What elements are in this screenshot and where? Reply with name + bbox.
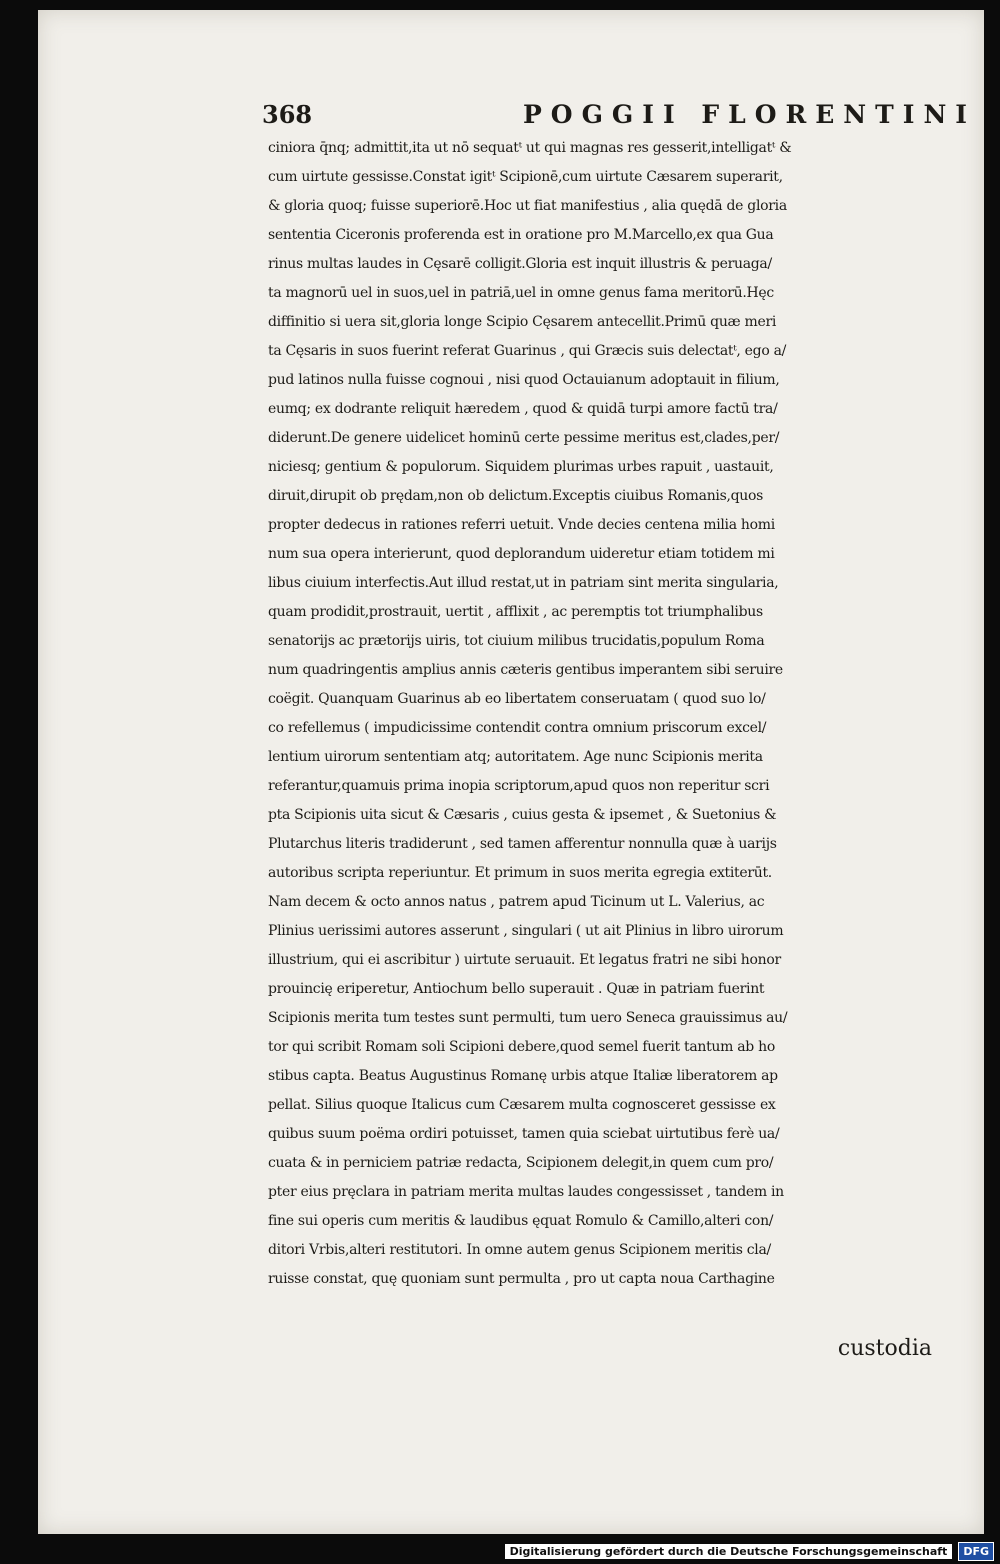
text-line: senatorijs ac prætorijs uiris, tot ciuium milibus trucidatis,populum Roma bbox=[268, 633, 765, 649]
text-line: coëgit. Quanquam Guarinus ab eo libertatem conseruatam ( quod suo lo/ bbox=[268, 691, 766, 707]
text-line: niciesq; gentium & populorum. Siquidem plurimas urbes rapuit , uastauit, bbox=[268, 459, 774, 475]
running-head: POGGII FLORENTINI bbox=[523, 99, 976, 129]
text-line: referantur,quamuis prima inopia scriptorum,apud quos non reperitur scri bbox=[268, 778, 770, 794]
funding-notice: Digitalisierung gefördert durch die Deutsche Forschungsgemeinschaft bbox=[505, 1544, 953, 1559]
text-line: libus ciuium interfectis.Aut illud restat,ut in patriam sint merita singularia, bbox=[268, 575, 779, 591]
text-line: diruit,dirupit ob prędam,non ob delictum.Exceptis ciuibus Romanis,quos bbox=[268, 488, 764, 504]
text-line: pta Scipionis uita sicut & Cæsaris , cuius gesta & ipsemet , & Suetonius & bbox=[268, 807, 777, 823]
text-line: lentium uirorum sententiam atq; autoritatem. Age nunc Scipionis merita bbox=[268, 749, 763, 765]
page-header bbox=[262, 96, 982, 132]
text-line: quibus suum poëma ordiri potuisset, tamen quia sciebat uirtutibus ferè ua/ bbox=[268, 1126, 780, 1142]
digitization-footer bbox=[505, 1540, 994, 1562]
text-line: fine sui operis cum meritis & laudibus ęquat Romulo & Camillo,alteri con/ bbox=[268, 1213, 774, 1229]
text-line: sententia Ciceronis proferenda est in oratione pro M.Marcello,ex qua Gua bbox=[268, 227, 774, 243]
text-line: ruisse constat, quę quoniam sunt permulta , pro ut capta noua Carthagine bbox=[268, 1271, 775, 1287]
text-line: ta magnorū uel in suos,uel in patriā,uel in omne genus fama meritorū.Hęc bbox=[268, 285, 774, 301]
text-line: ta Cęsaris in suos fuerint referat Guarinus , qui Græcis suis delectatᵗ, ego a/ bbox=[268, 343, 787, 359]
text-line: pter eius pręclara in patriam merita multas laudes congessisset , tandem in bbox=[268, 1184, 784, 1200]
text-line: num sua opera interierunt, quod deplorandum uideretur etiam totidem mi bbox=[268, 546, 775, 562]
text-line: Plutarchus literis tradiderunt , sed tamen afferentur nonnulla quæ à uarijs bbox=[268, 836, 777, 852]
text-line: tor qui scribit Romam soli Scipioni debere,quod semel fuerit tantum ab ho bbox=[268, 1039, 775, 1055]
text-line: co refellemus ( impudicissime contendit contra omnium priscorum excel/ bbox=[268, 720, 767, 736]
book-page bbox=[38, 10, 984, 1534]
text-block bbox=[268, 134, 978, 1294]
text-line: diffinitio si uera sit,gloria longe Scipio Cęsarem antecellit.Primū quæ meri bbox=[268, 314, 777, 330]
page-number: 368 bbox=[262, 99, 313, 129]
text-line: pud latinos nulla fuisse cognoui , nisi quod Octauianum adoptauit in filium, bbox=[268, 372, 780, 388]
text-line: propter dedecus in rationes referri uetuit. Vnde decies centena milia homi bbox=[268, 517, 775, 533]
dfg-logo: DFG bbox=[958, 1542, 994, 1561]
text-line: quam prodidit,prostrauit, uertit , afflixit , ac peremptis tot triumphalibus bbox=[268, 604, 763, 620]
text-line: rinus multas laudes in Cęsarē colligit.Gloria est inquit illustris & peruaga/ bbox=[268, 256, 772, 272]
text-line: Scipionis merita tum testes sunt permulti, tum uero Seneca grauissimus au/ bbox=[268, 1010, 788, 1026]
text-line: autoribus scripta reperiuntur. Et primum in suos merita egregia extiterūt. bbox=[268, 865, 772, 881]
text-line: cum uirtute gessisse.Constat igitᵗ Scipionē,cum uirtute Cæsarem superarit, bbox=[268, 169, 783, 185]
catchword: custodia bbox=[837, 1336, 932, 1361]
text-line: prouincię eriperetur, Antiochum bello superauit . Quæ in patriam fuerint bbox=[268, 981, 765, 997]
text-line: cuata & in perniciem patriæ redacta, Scipionem delegit,in quem cum pro/ bbox=[268, 1155, 774, 1171]
text-line: eumq; ex dodrante reliquit hæredem , quod & quidā turpi amore factū tra/ bbox=[268, 401, 778, 417]
text-line: ciniora q̄nq; admittit,ita ut nō sequatᵗ ut qui magnas res gesserit,intelligatᵗ & bbox=[268, 140, 792, 156]
text-line: pellat. Silius quoque Italicus cum Cæsarem multa cognosceret gessisse ex bbox=[268, 1097, 776, 1113]
text-line: illustrium, qui ei ascribitur ) uirtute seruauit. Et legatus fratri ne sibi honor bbox=[268, 952, 781, 968]
text-line: Nam decem & octo annos natus , patrem apud Ticinum ut L. Valerius, ac bbox=[268, 894, 765, 910]
text-line: stibus capta. Beatus Augustinus Romanę urbis atque Italiæ liberatorem ap bbox=[268, 1068, 778, 1084]
text-line: ditori Vrbis,alteri restitutori. In omne autem genus Scipionem meritis cla/ bbox=[268, 1242, 771, 1258]
text-line: diderunt.De genere uidelicet hominū certe pessime meritus est,clades,per/ bbox=[268, 430, 780, 446]
text-line: num quadringentis amplius annis cæteris gentibus imperantem sibi seruire bbox=[268, 662, 783, 678]
text-line: & gloria quoq; fuisse superiorē.Hoc ut fiat manifestius , alia quędā de gloria bbox=[268, 198, 787, 214]
text-line: Plinius uerissimi autores asserunt , singulari ( ut ait Plinius in libro uirorum bbox=[268, 923, 784, 939]
